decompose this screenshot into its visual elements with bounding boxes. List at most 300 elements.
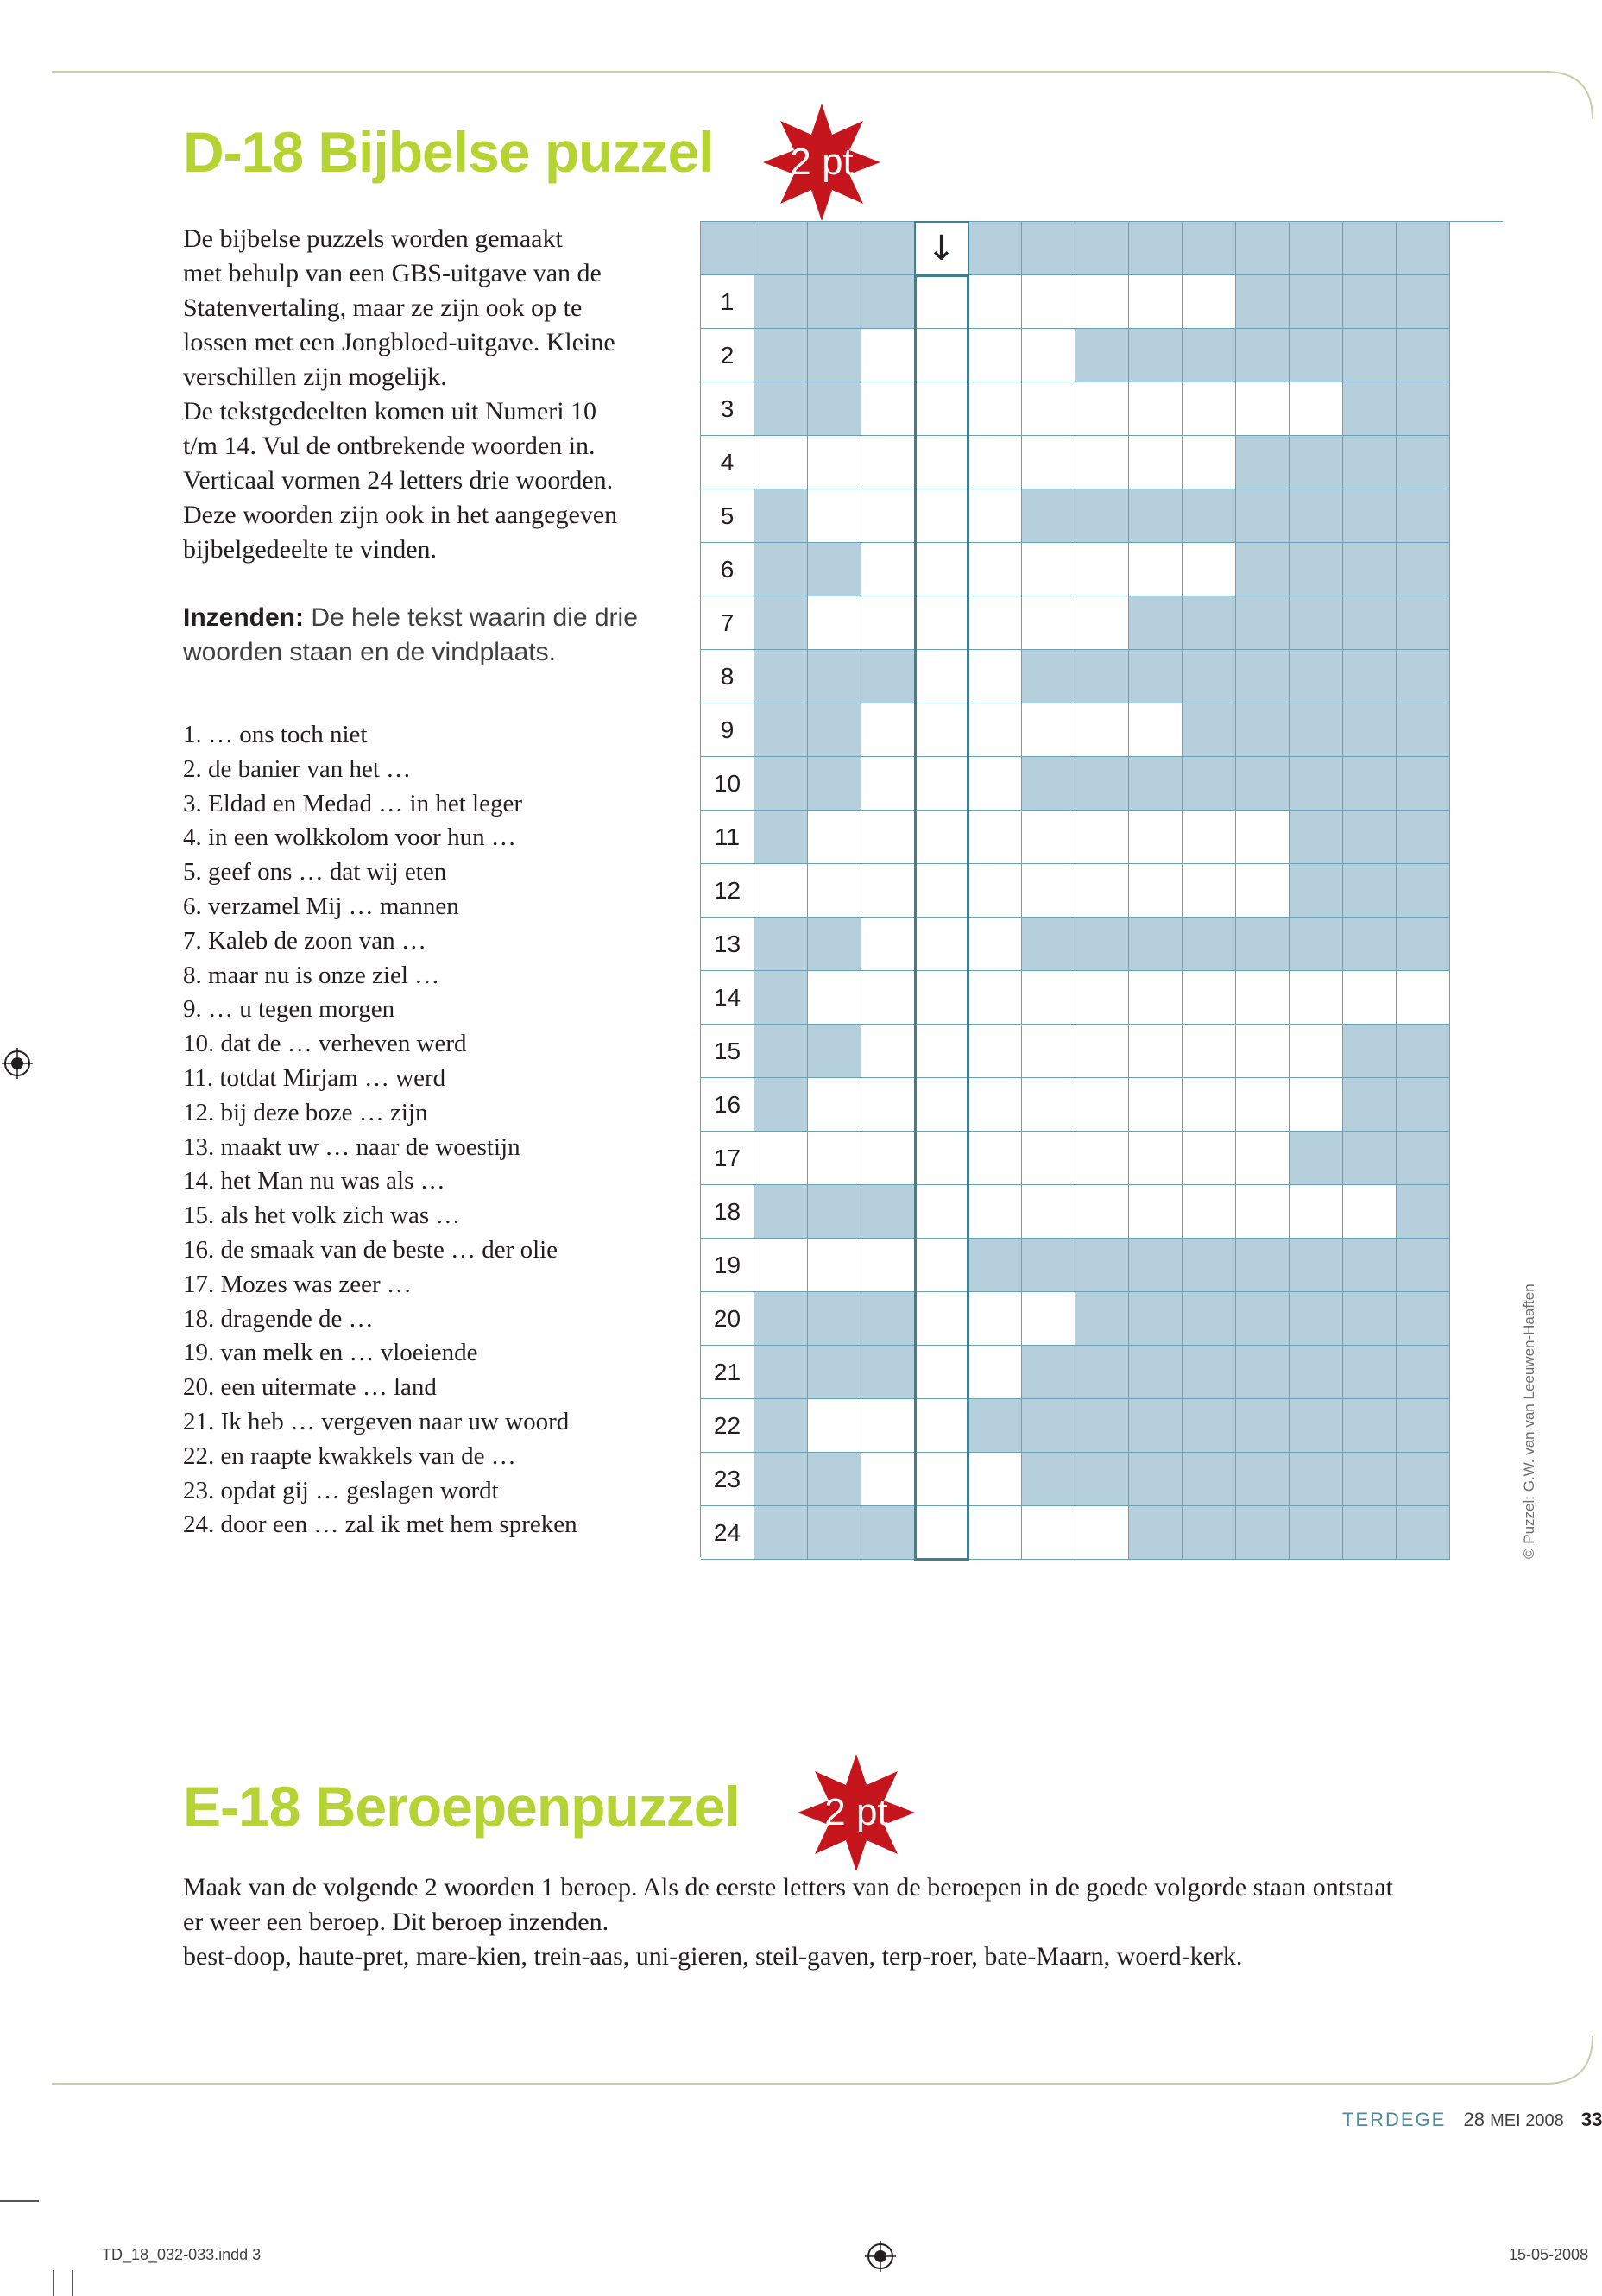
header-cell xyxy=(968,222,1022,275)
blocked-cell xyxy=(754,329,808,382)
blocked-cell xyxy=(1236,596,1290,650)
letter-cell xyxy=(861,1239,915,1292)
blocked-cell xyxy=(1343,757,1397,811)
letter-cell xyxy=(1022,436,1075,489)
letter-cell xyxy=(861,971,915,1025)
letter-cell xyxy=(1022,1506,1075,1560)
blocked-cell xyxy=(1022,1399,1075,1453)
blocked-cell xyxy=(1290,1506,1343,1560)
header-cell xyxy=(808,222,861,275)
answer-column-cell xyxy=(915,543,968,596)
blocked-cell xyxy=(1397,918,1450,971)
blocked-cell xyxy=(1343,1399,1397,1453)
beroepen-line: best-doop, haute-pret, mare-kien, trein-aas, uni-gieren, steil-gaven, terp-roer, bate-Maarn, woerd-kerk. xyxy=(183,1942,1243,1971)
blocked-cell xyxy=(1397,436,1450,489)
answer-column-cell xyxy=(915,1346,968,1399)
letter-cell xyxy=(1236,1025,1290,1078)
letter-cell xyxy=(1075,1025,1129,1078)
blocked-cell xyxy=(1075,489,1129,543)
blocked-cell xyxy=(808,650,861,703)
blocked-cell xyxy=(1183,703,1236,757)
letter-cell xyxy=(808,1132,861,1185)
blocked-cell xyxy=(754,1185,808,1239)
letter-cell xyxy=(1236,864,1290,918)
letter-cell xyxy=(968,1132,1022,1185)
blocked-cell xyxy=(1290,703,1343,757)
blocked-cell xyxy=(754,703,808,757)
blocked-cell xyxy=(754,1292,808,1346)
blocked-cell xyxy=(808,703,861,757)
letter-cell xyxy=(1129,864,1183,918)
letter-cell xyxy=(1183,543,1236,596)
blocked-cell xyxy=(1343,864,1397,918)
answer-column-cell xyxy=(915,703,968,757)
blocked-cell xyxy=(1022,1239,1075,1292)
row-number: 1 xyxy=(701,275,754,329)
beroepen-line: er weer een beroep. Dit beroep inzenden. xyxy=(183,1908,609,1936)
letter-cell xyxy=(754,1239,808,1292)
blocked-cell xyxy=(1343,1078,1397,1132)
header-cell xyxy=(1397,222,1450,275)
intro-line: Verticaal vormen 24 letters drie woorden. xyxy=(183,466,614,495)
inzenden-label: Inzenden: xyxy=(183,603,304,632)
blocked-cell xyxy=(754,1453,808,1506)
header-cell xyxy=(1022,222,1075,275)
blocked-cell xyxy=(1129,596,1183,650)
clue-item: 11. totdat Mirjam … werd xyxy=(183,1063,446,1092)
crop-marks-icon xyxy=(0,2192,86,2296)
clue-list xyxy=(183,718,684,1542)
letter-cell xyxy=(1236,1185,1290,1239)
blocked-cell xyxy=(1343,275,1397,329)
blocked-cell xyxy=(1290,650,1343,703)
letter-cell xyxy=(968,1346,1022,1399)
blocked-cell xyxy=(808,1025,861,1078)
header-cell xyxy=(754,222,808,275)
letter-cell xyxy=(861,1132,915,1185)
letter-cell xyxy=(1075,1078,1129,1132)
blocked-cell xyxy=(1183,489,1236,543)
blocked-cell xyxy=(1343,489,1397,543)
blocked-cell xyxy=(968,1399,1022,1453)
blocked-cell xyxy=(1236,1346,1290,1399)
indd-filename: TD_18_032-033.indd 3 xyxy=(102,2246,262,2263)
blocked-cell xyxy=(1236,918,1290,971)
blocked-cell xyxy=(1343,543,1397,596)
blocked-cell xyxy=(1397,1025,1450,1078)
blocked-cell xyxy=(808,382,861,436)
answer-column-cell xyxy=(915,329,968,382)
clue-item: 14. het Man nu was als … xyxy=(183,1167,445,1195)
blocked-cell xyxy=(808,329,861,382)
blocked-cell xyxy=(1022,489,1075,543)
letter-cell xyxy=(861,1078,915,1132)
letter-cell xyxy=(1183,436,1236,489)
blocked-cell xyxy=(1236,543,1290,596)
letter-cell xyxy=(1075,596,1129,650)
blocked-cell xyxy=(1236,1399,1290,1453)
answer-column-cell xyxy=(915,1025,968,1078)
row-number: 2 xyxy=(701,329,754,382)
answer-column-cell xyxy=(915,1078,968,1132)
row-number: 11 xyxy=(701,811,754,864)
letter-cell xyxy=(754,436,808,489)
header-cell xyxy=(1183,222,1236,275)
letter-cell xyxy=(968,1078,1022,1132)
intro-line: met behulp van een GBS-uitgave van de xyxy=(183,259,602,287)
letter-cell xyxy=(861,382,915,436)
blocked-cell xyxy=(1290,543,1343,596)
answer-column-cell xyxy=(915,275,968,329)
letter-cell xyxy=(1129,1078,1183,1132)
letter-cell xyxy=(968,1185,1022,1239)
blocked-cell xyxy=(1129,1292,1183,1346)
answer-column-cell xyxy=(915,596,968,650)
answer-column-cell xyxy=(915,650,968,703)
blocked-cell xyxy=(1236,650,1290,703)
clue-item: 24. door een … zal ik met hem spreken xyxy=(183,1511,577,1539)
letter-cell xyxy=(1075,1132,1129,1185)
letter-cell xyxy=(861,757,915,811)
letter-cell xyxy=(861,1399,915,1453)
blocked-cell xyxy=(754,971,808,1025)
issue-day: 28 xyxy=(1463,2109,1485,2130)
clue-item: 6. verzamel Mij … mannen xyxy=(183,892,459,920)
blocked-cell xyxy=(1236,1453,1290,1506)
row-number: 24 xyxy=(701,1506,754,1560)
answer-column-cell xyxy=(915,1506,968,1560)
letter-cell xyxy=(968,382,1022,436)
blocked-cell xyxy=(1343,1506,1397,1560)
clue-item: 13. maakt uw … naar de woestijn xyxy=(183,1132,520,1161)
letter-cell xyxy=(1129,1132,1183,1185)
letter-cell xyxy=(1129,1025,1183,1078)
blocked-cell xyxy=(1397,811,1450,864)
row-number: 15 xyxy=(701,1025,754,1078)
clue-item: 23. opdat gij … geslagen wordt xyxy=(183,1476,499,1504)
intro-line: De bijbelse puzzels worden gemaakt xyxy=(183,224,563,253)
letter-cell xyxy=(1290,382,1343,436)
blocked-cell xyxy=(808,1453,861,1506)
blocked-cell xyxy=(808,757,861,811)
letter-cell xyxy=(968,329,1022,382)
letter-cell xyxy=(754,1132,808,1185)
intro-line: verschillen zijn mogelijk. xyxy=(183,363,447,391)
clue-item: 15. als het volk zich was … xyxy=(183,1202,461,1230)
blocked-cell xyxy=(754,489,808,543)
down-arrow-icon: ↓ xyxy=(926,228,956,268)
section-d-title: D-18 Bijbelse puzzel xyxy=(183,120,714,184)
points-badge-e xyxy=(796,1752,917,1873)
row-number: 17 xyxy=(701,1132,754,1185)
blocked-cell xyxy=(1290,757,1343,811)
blocked-cell xyxy=(808,1292,861,1346)
blocked-cell xyxy=(1129,1346,1183,1399)
blocked-cell xyxy=(1183,1399,1236,1453)
header-cell xyxy=(861,222,915,275)
blocked-cell xyxy=(1397,757,1450,811)
blocked-cell xyxy=(1290,436,1343,489)
blocked-cell xyxy=(1397,1506,1450,1560)
row-number: 21 xyxy=(701,1346,754,1399)
row-number: 22 xyxy=(701,1399,754,1453)
blocked-cell xyxy=(808,918,861,971)
clue-item: 21. Ik heb … vergeven naar uw woord xyxy=(183,1407,570,1435)
letter-cell xyxy=(1129,382,1183,436)
row-number: 23 xyxy=(701,1453,754,1506)
blocked-cell xyxy=(754,1025,808,1078)
letter-cell xyxy=(861,596,915,650)
blocked-cell xyxy=(1397,1239,1450,1292)
puzzle-grid xyxy=(700,221,1503,1557)
clue-item: 7. Kaleb de zoon van … xyxy=(183,926,426,955)
intro-text xyxy=(183,222,666,567)
blocked-cell xyxy=(1236,1239,1290,1292)
letter-cell xyxy=(861,1453,915,1506)
blocked-cell xyxy=(1290,1292,1343,1346)
blocked-cell xyxy=(861,1506,915,1560)
blocked-cell xyxy=(1129,757,1183,811)
blocked-cell xyxy=(1290,1346,1343,1399)
answer-column-cell xyxy=(915,1292,968,1346)
blocked-cell xyxy=(1343,1239,1397,1292)
blocked-cell xyxy=(1183,329,1236,382)
blocked-cell xyxy=(1290,1239,1343,1292)
letter-cell xyxy=(1022,1132,1075,1185)
letter-cell xyxy=(1075,971,1129,1025)
letter-cell xyxy=(1129,971,1183,1025)
letter-cell xyxy=(861,864,915,918)
blocked-cell xyxy=(1397,864,1450,918)
blocked-cell xyxy=(1290,489,1343,543)
letter-cell xyxy=(1075,1506,1129,1560)
blocked-cell xyxy=(1022,757,1075,811)
header-cell xyxy=(1075,222,1129,275)
answer-column-cell xyxy=(915,1399,968,1453)
letter-cell xyxy=(1183,1025,1236,1078)
blocked-cell xyxy=(1075,1346,1129,1399)
blocked-cell xyxy=(1236,757,1290,811)
registration-mark-icon xyxy=(863,2239,898,2274)
blocked-cell xyxy=(1290,1132,1343,1185)
blocked-cell xyxy=(808,543,861,596)
blocked-cell xyxy=(1075,918,1129,971)
clue-item: 2. de banier van het … xyxy=(183,754,412,783)
answer-column-cell xyxy=(915,382,968,436)
intro-line: De tekstgedeelten komen uit Numeri 10 xyxy=(183,397,597,426)
blocked-cell xyxy=(1397,1078,1450,1132)
letter-cell xyxy=(1183,382,1236,436)
letter-cell xyxy=(1129,543,1183,596)
blocked-cell xyxy=(1343,650,1397,703)
blocked-cell xyxy=(1129,918,1183,971)
letter-cell xyxy=(1022,971,1075,1025)
points-label-d: 2 pt xyxy=(790,141,854,183)
row-number: 4 xyxy=(701,436,754,489)
blocked-cell xyxy=(754,1506,808,1560)
blocked-cell xyxy=(754,757,808,811)
clue-item: 1. … ons toch niet xyxy=(183,721,368,748)
blocked-cell xyxy=(1290,1453,1343,1506)
letter-cell xyxy=(808,1078,861,1132)
answer-column-cell xyxy=(915,811,968,864)
blocked-cell xyxy=(861,1346,915,1399)
letter-cell xyxy=(968,757,1022,811)
letter-cell xyxy=(1075,811,1129,864)
blocked-cell xyxy=(1075,1399,1129,1453)
blocked-cell xyxy=(1183,1506,1236,1560)
blocked-cell xyxy=(1343,596,1397,650)
inzenden-line-2: woorden staan en de vindplaats. xyxy=(183,638,556,666)
letter-cell xyxy=(968,1025,1022,1078)
blocked-cell xyxy=(1343,811,1397,864)
blocked-cell xyxy=(754,382,808,436)
letter-cell xyxy=(1075,703,1129,757)
letter-cell xyxy=(1183,275,1236,329)
blocked-cell xyxy=(1397,382,1450,436)
blocked-cell xyxy=(1397,543,1450,596)
letter-cell xyxy=(1397,971,1450,1025)
blocked-cell xyxy=(1397,275,1450,329)
blocked-cell xyxy=(1343,1346,1397,1399)
blocked-cell xyxy=(1343,1132,1397,1185)
blocked-cell xyxy=(1183,650,1236,703)
answer-column-cell xyxy=(915,757,968,811)
intro-line: Statenvertaling, maar ze zijn ook op te xyxy=(183,293,583,322)
answer-column-cell xyxy=(915,971,968,1025)
blocked-cell xyxy=(861,1185,915,1239)
arrow-header-cell xyxy=(915,222,968,275)
header-cell xyxy=(1290,222,1343,275)
blocked-cell xyxy=(808,275,861,329)
blocked-cell xyxy=(1397,329,1450,382)
blocked-cell xyxy=(1075,1239,1129,1292)
letter-cell xyxy=(808,1399,861,1453)
page-footer xyxy=(1342,2109,1602,2131)
clue-item: 10. dat de … verheven werd xyxy=(183,1030,467,1058)
beroepen-line: Maak van de volgende 2 woorden 1 beroep. Als de eerste letters van de beroepen in de goede volgorde staan ontstaat xyxy=(183,1873,1394,1902)
blocked-cell xyxy=(1236,489,1290,543)
letter-cell xyxy=(1236,382,1290,436)
blocked-cell xyxy=(1236,1506,1290,1560)
blocked-cell xyxy=(1397,1132,1450,1185)
blocked-cell xyxy=(754,1078,808,1132)
row-number: 18 xyxy=(701,1185,754,1239)
blocked-cell xyxy=(1290,918,1343,971)
row-number: 20 xyxy=(701,1292,754,1346)
blocked-cell xyxy=(1397,1185,1450,1239)
letter-cell xyxy=(968,489,1022,543)
letter-cell xyxy=(1236,1078,1290,1132)
blocked-cell xyxy=(1397,1292,1450,1346)
blocked-cell xyxy=(808,1185,861,1239)
blocked-cell xyxy=(1075,757,1129,811)
letter-cell xyxy=(1343,971,1397,1025)
blocked-cell xyxy=(1022,1346,1075,1399)
blocked-cell xyxy=(1290,596,1343,650)
letter-cell xyxy=(1129,275,1183,329)
blocked-cell xyxy=(1397,596,1450,650)
letter-cell xyxy=(861,811,915,864)
blocked-cell xyxy=(754,1346,808,1399)
blocked-cell xyxy=(1129,489,1183,543)
blocked-cell xyxy=(754,596,808,650)
clue-item: 18. dragende de … xyxy=(183,1304,374,1333)
header-cell xyxy=(1343,222,1397,275)
blocked-cell xyxy=(1022,918,1075,971)
points-label-e: 2 pt xyxy=(824,1791,888,1833)
blocked-cell xyxy=(1343,1453,1397,1506)
blocked-cell xyxy=(1290,275,1343,329)
blocked-cell xyxy=(1397,489,1450,543)
blocked-cell xyxy=(1183,1239,1236,1292)
blocked-cell xyxy=(1183,1346,1236,1399)
blocked-cell xyxy=(1236,329,1290,382)
letter-cell xyxy=(754,864,808,918)
blocked-cell xyxy=(808,1506,861,1560)
blocked-cell xyxy=(1290,811,1343,864)
letter-cell xyxy=(1022,1185,1075,1239)
letter-cell xyxy=(968,436,1022,489)
header-cell xyxy=(701,222,754,275)
blocked-cell xyxy=(1343,703,1397,757)
blocked-cell xyxy=(1290,1399,1343,1453)
blocked-cell xyxy=(1397,1346,1450,1399)
letter-cell xyxy=(1022,1078,1075,1132)
blocked-cell xyxy=(754,918,808,971)
letter-cell xyxy=(968,650,1022,703)
blocked-cell xyxy=(1397,703,1450,757)
letter-cell xyxy=(968,918,1022,971)
blocked-cell xyxy=(1129,1453,1183,1506)
blocked-cell xyxy=(1022,1453,1075,1506)
blocked-cell xyxy=(754,811,808,864)
blocked-cell xyxy=(1183,757,1236,811)
letter-cell xyxy=(1022,329,1075,382)
letter-cell xyxy=(1022,596,1075,650)
letter-cell xyxy=(968,971,1022,1025)
intro-line: lossen met een Jongbloed-uitgave. Kleine xyxy=(183,328,615,356)
letter-cell xyxy=(861,489,915,543)
blocked-cell xyxy=(1183,1453,1236,1506)
clue-item: 22. en raapte kwakkels van de … xyxy=(183,1441,516,1470)
letter-cell xyxy=(968,703,1022,757)
letter-cell xyxy=(1075,1185,1129,1239)
letter-cell xyxy=(968,864,1022,918)
row-number: 10 xyxy=(701,757,754,811)
letter-cell xyxy=(1022,864,1075,918)
letter-cell xyxy=(1183,864,1236,918)
inzenden-instruction: De hele tekst waarin die drie xyxy=(311,603,638,632)
row-number: 9 xyxy=(701,703,754,757)
letter-cell xyxy=(1022,382,1075,436)
blocked-cell xyxy=(1022,650,1075,703)
answer-column-cell xyxy=(915,1132,968,1185)
letter-cell xyxy=(1022,811,1075,864)
blocked-cell xyxy=(754,650,808,703)
blocked-cell xyxy=(1236,1292,1290,1346)
blocked-cell xyxy=(1183,1292,1236,1346)
blocked-cell xyxy=(1397,1399,1450,1453)
blocked-cell xyxy=(1343,918,1397,971)
letter-cell xyxy=(968,811,1022,864)
letter-cell xyxy=(1129,811,1183,864)
blocked-cell xyxy=(1343,329,1397,382)
letter-cell xyxy=(1022,1292,1075,1346)
blocked-cell xyxy=(861,275,915,329)
blocked-cell xyxy=(1129,1239,1183,1292)
letter-cell xyxy=(1183,971,1236,1025)
